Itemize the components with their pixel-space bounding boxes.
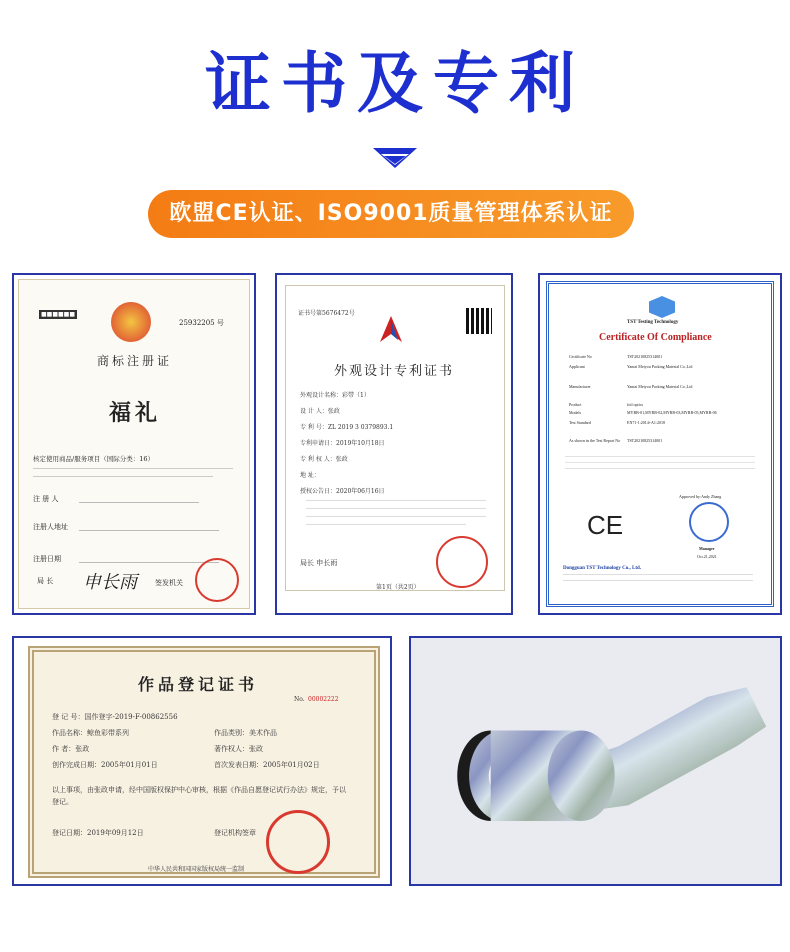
trademark-registrant-label: 注 册 人 [33,495,59,503]
copyright-certificate-card [12,636,392,886]
ce-certificate-card [538,273,782,615]
trademark-class-line: 核定使用商品/服务项目（国际分类：16） [33,455,154,463]
design-patent-card [275,273,513,615]
copyright-row-2: 作品名称：鲸鱼彩带系列 [52,729,129,737]
trademark-heading: 商标注册证 [97,354,173,368]
ce-row-1-value: TST20210825314001 [627,354,663,359]
patent-footer: 局长 申长雨 [300,559,338,567]
copyright-row-6: 著作权人：张政 [214,745,263,753]
ce-heading: Certificate Of Compliance [599,332,712,343]
ce-row-5-value: MYRB-01,MYRB-02,MYRB-03,MYRB-05,MYRB-06 [627,410,717,415]
copyright-footer: 中华人民共和国国家版权局统一监制 [148,866,245,873]
ce-approved: Approved by:Andy Zhang [679,494,722,499]
copyright-row-7: 首次发表日期：2005年01月02日 [214,761,320,769]
trademark-certificate-card: ■■■■■■ 25932205 号 商标注册证 福礼 核定使用商品/服务项目（国际分类：16） 注 册 人 注册人地址 注册日期 局 长 申长雨 签发机关 [12,273,256,615]
ce-row-6-value: EN71-1:2014+A1:2018 [627,420,666,425]
certification-pill: 欧盟CE认证、ISO9001质量管理体系认证 [148,190,634,238]
trademark-director: 局 长 [37,577,54,585]
patent-page: 第1页（共2页） [376,584,420,591]
ce-row-4-value: foil optics [627,402,644,407]
red-seal-icon [266,810,330,874]
copyright-row-1: 登 记 号：国作登字-2019-F-00862556 [52,713,178,721]
patent-row-3: 专 利 号：ZL 2019 3 0379893.1 [300,424,394,431]
trademark-date-label: 注册日期 [33,555,61,563]
trademark-number: 25932205 [179,319,215,327]
copyright-statement: 以上事项，由张政申请，经中国版权保护中心审核，根据《作品自愿登记试行办法》规定，予以登记。 [52,786,346,806]
copyright-no-label: No. [294,696,305,703]
red-seal-icon [195,558,239,602]
ce-row-7-value: TST20210825314001 [627,438,663,443]
copyright-row-4: 创作完成日期：2005年01月01日 [52,761,158,769]
red-seal-icon [436,536,488,588]
patent-row-7: 授权公告日：2020年06月16日 [300,488,385,495]
ce-row-3-value: Yantai Meiyou Packing Material Co.,Ltd [627,384,693,389]
ce-row-7-label: As shown in the Test Report No [569,438,621,443]
ce-row-2-value: Yantai Meiyou Packing Material Co.,Ltd [627,364,693,369]
ce-row-5-label: Models [569,410,581,415]
copyright-row-3: 作 者：张政 [52,745,90,753]
patent-row-6: 地 址： [300,472,320,479]
copyright-issuer: 登记机构签章 [214,829,256,837]
patent-number: 证书号第5676472号 [298,310,355,317]
copyright-date: 登记日期：2019年09月12日 [52,829,144,837]
copyright-row-5: 作品类别：美术作品 [214,729,277,737]
trademark-number-suffix: 号 [216,319,224,327]
trademark-issued: 签发机关 [155,579,183,587]
tst-logo-icon [649,296,675,318]
patent-office-logo [376,314,406,344]
chevron-down-icon [373,148,417,176]
ce-row-1-label: Certificate No [569,354,592,359]
ce-row-4-label: Product [569,402,582,407]
trademark-mark: 福礼 [109,400,162,426]
patent-heading: 外观设计专利证书 [334,364,455,379]
ce-row-6-label: Test Standard [569,420,591,425]
trademark-address-label: 注册人地址 [33,523,68,531]
section-title: 证书及专利 [205,45,585,122]
qr-code-icon [466,308,492,334]
patent-row-1: 外观设计名称：彩带（1） [300,392,370,399]
copyright-heading: 作品登记证书 [138,675,259,694]
national-emblem-icon [111,302,151,342]
patent-row-5: 专 利 权 人：张政 [300,456,348,463]
ce-footer: Dongguan TST Technology Co., Ltd. [563,566,642,571]
patent-row-2: 设 计 人：张政 [300,408,340,415]
patent-row-4: 专利申请日：2019年10月18日 [300,440,385,447]
ce-manager: Manager [699,546,715,551]
ce-mark-icon: CE [587,510,624,540]
ce-manager-date: Oct.21,2021 [697,554,717,559]
holographic-foil-roll [411,638,780,884]
product-photo-card [409,636,782,886]
ce-row-3-label: Manufacturer [569,384,591,389]
ce-company: TST Testing Technology [627,320,679,325]
approved-seal-icon [689,502,729,542]
copyright-no-value: 00002222 [308,696,339,703]
ce-row-2-label: Applicant [569,364,585,369]
